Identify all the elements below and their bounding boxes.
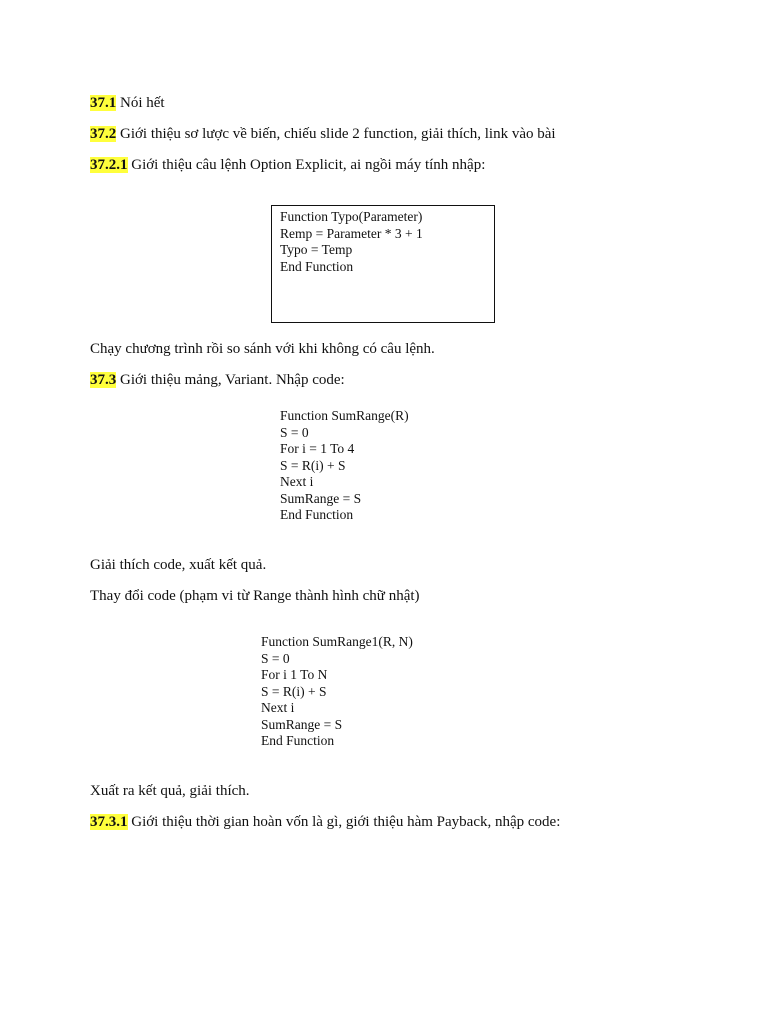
section-37-2 [90,124,556,144]
paragraph-output-results: Xuất ra kết quả, giải thích. [90,783,250,799]
code-line: End Function [280,507,354,522]
code-block-typo [280,209,423,275]
code-line: For i = 1 To 4 [280,441,355,456]
section-text: Nói hết [120,95,165,111]
code-line: Function SumRange(R) [280,408,409,423]
code-line: SumRange = S [261,716,343,732]
code-line: Typo = Temp [280,242,353,257]
paragraph-run-compare: Chạy chương trình rồi so sánh với khi không có câu lệnh. [90,341,435,357]
section-37-3 [90,370,345,390]
section-37-2-1 [90,155,485,175]
code-line: Function SumRange1(R, N) [261,634,413,649]
code-line: End Function [261,733,335,748]
code-line: For i 1 To N [261,667,328,682]
section-text: Giới thiệu sơ lược về biến, chiếu slide 2 function, giải thích, link vào bài [120,126,556,142]
code-line: Next i [280,474,314,489]
code-line: S = 0 [280,424,309,440]
code-line: S = R(i) + S [261,683,327,699]
code-block-sumrange1 [261,634,413,750]
section-37-1 [90,93,165,113]
code-line: End Function [280,258,354,274]
code-line: Function Typo(Parameter) [280,209,423,224]
section-number: 37.2.1 [90,157,128,173]
code-line: S = R(i) + S [280,457,346,473]
paragraph-explain-code: Giải thích code, xuất kết quả. [90,557,267,573]
section-number: 37.3.1 [90,814,128,830]
code-block-sumrange [280,408,409,524]
section-number: 37.2 [90,126,117,142]
code-line: Remp = Parameter * 3 + 1 [280,225,423,241]
code-line: Next i [261,700,295,715]
code-line: SumRange = S [280,490,362,506]
section-text: Giới thiệu mảng, Variant. Nhập code: [120,372,345,388]
code-line: S = 0 [261,650,290,666]
paragraph-change-code: Thay đổi code (phạm vi từ Range thành hình chữ nhật) [90,588,420,604]
section-number: 37.1 [90,95,117,111]
section-text: Giới thiệu câu lệnh Option Explicit, ai ngồi máy tính nhập: [131,157,486,173]
section-37-3-1 [90,812,560,832]
section-text: Giới thiệu thời gian hoàn vốn là gì, giới thiệu hàm Payback, nhập code: [131,814,561,830]
section-number: 37.3 [90,372,117,388]
